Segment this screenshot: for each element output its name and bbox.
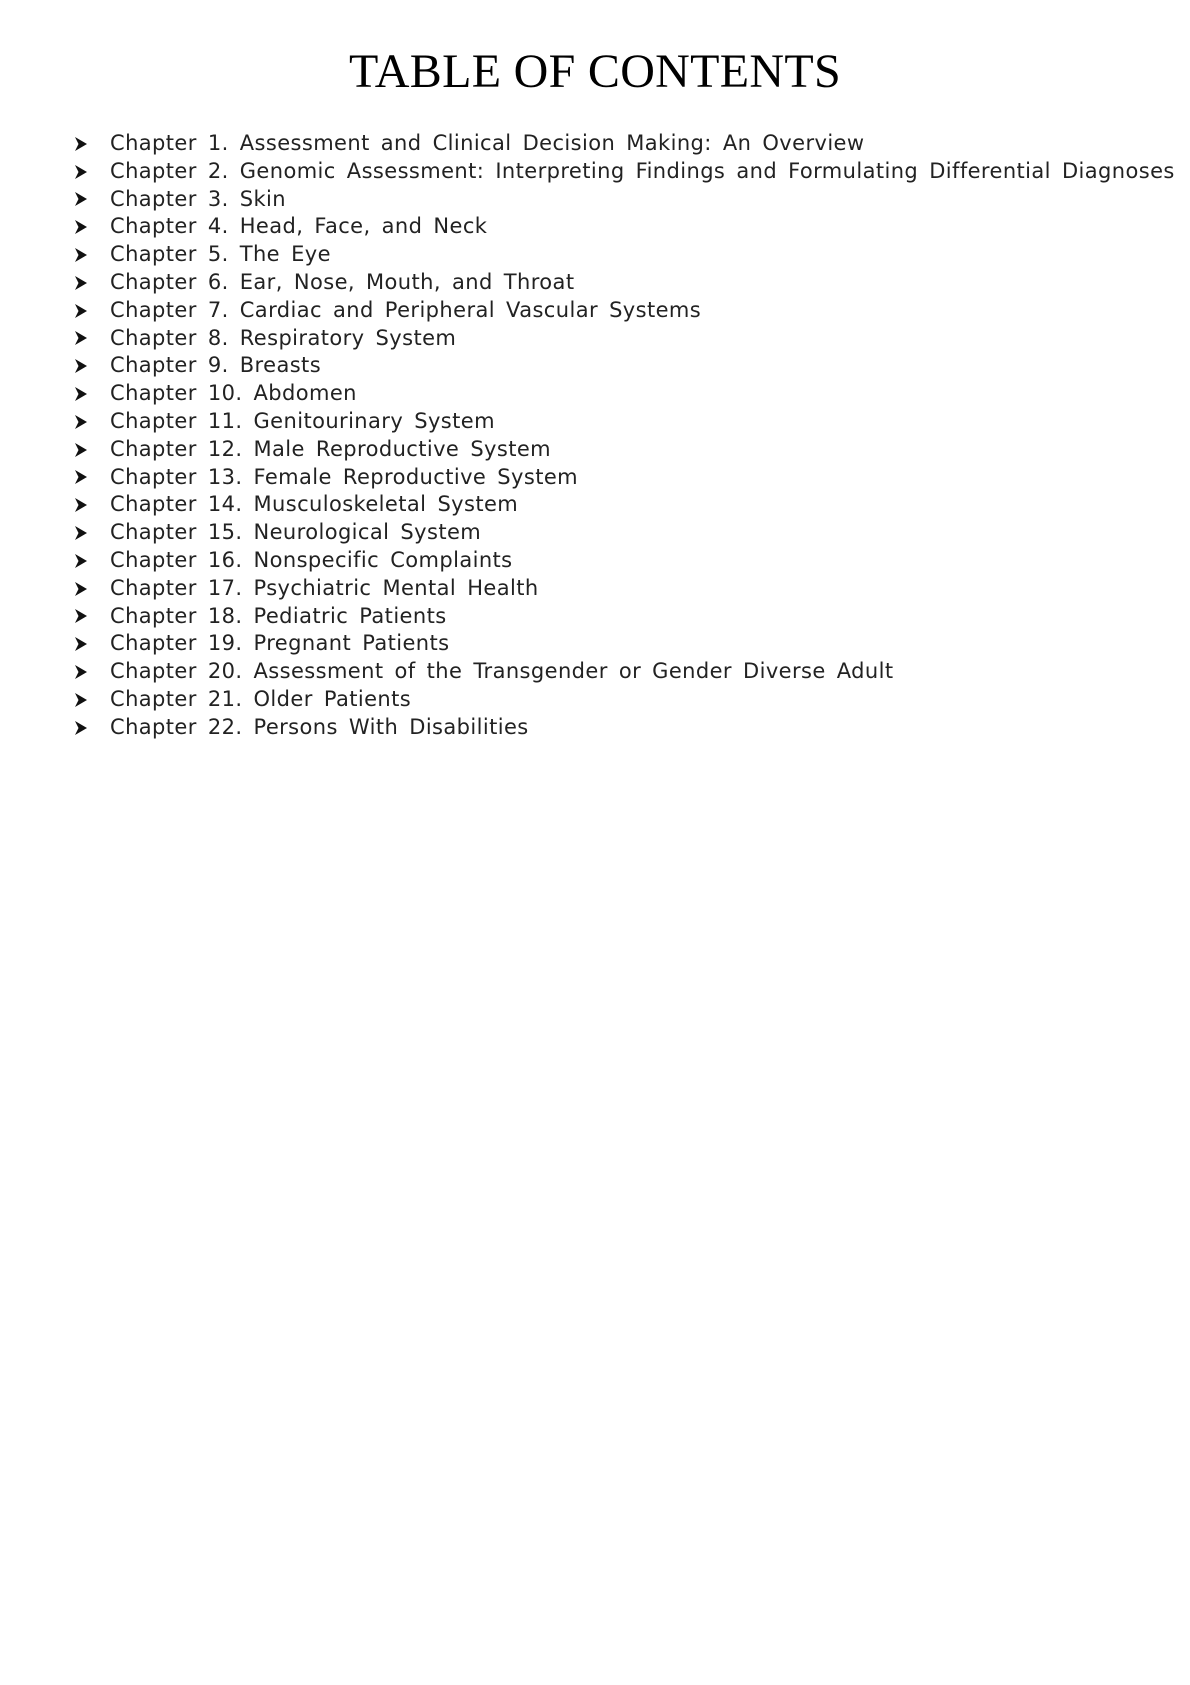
arrowhead-bullet-icon <box>74 686 110 714</box>
chapter-title: Chapter 8. Respiratory System <box>110 325 457 350</box>
toc-item <box>74 519 1174 547</box>
arrowhead-bullet-icon <box>74 352 110 380</box>
arrowhead-bullet-icon <box>74 408 110 436</box>
arrowhead-bullet-icon <box>74 213 110 241</box>
chapter-title: Chapter 6. Ear, Nose, Mouth, and Throat <box>110 269 575 294</box>
toc-item <box>74 464 1174 492</box>
toc-item <box>74 380 1174 408</box>
chapter-title: Chapter 15. Neurological System <box>110 520 482 545</box>
chapter-title: Chapter 10. Abdomen <box>110 381 357 406</box>
table-of-contents-list <box>74 130 1174 742</box>
chapter-title: Chapter 11. Genitourinary System <box>110 408 495 433</box>
toc-item <box>74 241 1174 269</box>
toc-item <box>74 491 1174 519</box>
toc-item <box>74 408 1174 436</box>
chapter-title: Chapter 21. Older Patients <box>110 686 412 711</box>
chapter-title: Chapter 13. Female Reproductive System <box>110 464 579 489</box>
chapter-title: Chapter 9. Breasts <box>110 353 322 378</box>
chapter-title: Chapter 4. Head, Face, and Neck <box>110 214 488 239</box>
toc-item <box>74 186 1174 214</box>
arrowhead-bullet-icon <box>74 325 110 353</box>
toc-item <box>74 714 1174 742</box>
toc-item <box>74 297 1174 325</box>
chapter-title: Chapter 20. Assessment of the Transgender or Gender Diverse Adult <box>110 659 894 684</box>
toc-item <box>74 658 1174 686</box>
chapter-title: Chapter 3. Skin <box>110 186 286 211</box>
arrowhead-bullet-icon <box>74 547 110 575</box>
chapter-title: Chapter 14. Musculoskeletal System <box>110 492 519 517</box>
arrowhead-bullet-icon <box>74 658 110 686</box>
chapter-title: Chapter 7. Cardiac and Peripheral Vascular Systems <box>110 297 702 322</box>
chapter-title: Chapter 17. Psychiatric Mental Health <box>110 575 539 600</box>
toc-item <box>74 158 1174 186</box>
chapter-title: Chapter 2. Genomic Assessment: Interpreting Findings and Formulating Differential Diagnoses <box>110 158 1175 183</box>
toc-item <box>74 603 1174 631</box>
toc-item <box>74 130 1174 158</box>
toc-item <box>74 352 1174 380</box>
chapter-title: Chapter 12. Male Reproductive System <box>110 436 552 461</box>
arrowhead-bullet-icon <box>74 297 110 325</box>
arrowhead-bullet-icon <box>74 186 110 214</box>
toc-item <box>74 269 1174 297</box>
toc-item <box>74 547 1174 575</box>
toc-item <box>74 436 1174 464</box>
chapter-title: Chapter 1. Assessment and Clinical Decision Making: An Overview <box>110 131 865 155</box>
arrowhead-bullet-icon <box>74 714 110 742</box>
arrowhead-bullet-icon <box>74 241 110 269</box>
arrowhead-bullet-icon <box>74 630 110 658</box>
arrowhead-bullet-icon <box>74 130 110 158</box>
arrowhead-bullet-icon <box>74 436 110 464</box>
arrowhead-bullet-icon <box>74 575 110 603</box>
arrowhead-bullet-icon <box>74 491 110 519</box>
arrowhead-bullet-icon <box>74 519 110 547</box>
toc-item <box>74 630 1174 658</box>
chapter-title: Chapter 22. Persons With Disabilities <box>110 714 529 739</box>
arrowhead-bullet-icon <box>74 603 110 631</box>
page-title: TABLE OF CONTENTS <box>349 45 841 98</box>
arrowhead-bullet-icon <box>74 464 110 492</box>
toc-item <box>74 213 1174 241</box>
chapter-title: Chapter 18. Pediatric Patients <box>110 603 447 628</box>
arrowhead-bullet-icon <box>74 269 110 297</box>
toc-item <box>74 575 1174 603</box>
chapter-title: Chapter 19. Pregnant Patients <box>110 631 450 656</box>
chapter-title: Chapter 5. The Eye <box>110 242 331 267</box>
toc-item <box>74 686 1174 714</box>
arrowhead-bullet-icon <box>74 380 110 408</box>
arrowhead-bullet-icon <box>74 158 110 186</box>
chapter-title: Chapter 16. Nonspecific Complaints <box>110 547 513 572</box>
toc-item <box>74 325 1174 353</box>
